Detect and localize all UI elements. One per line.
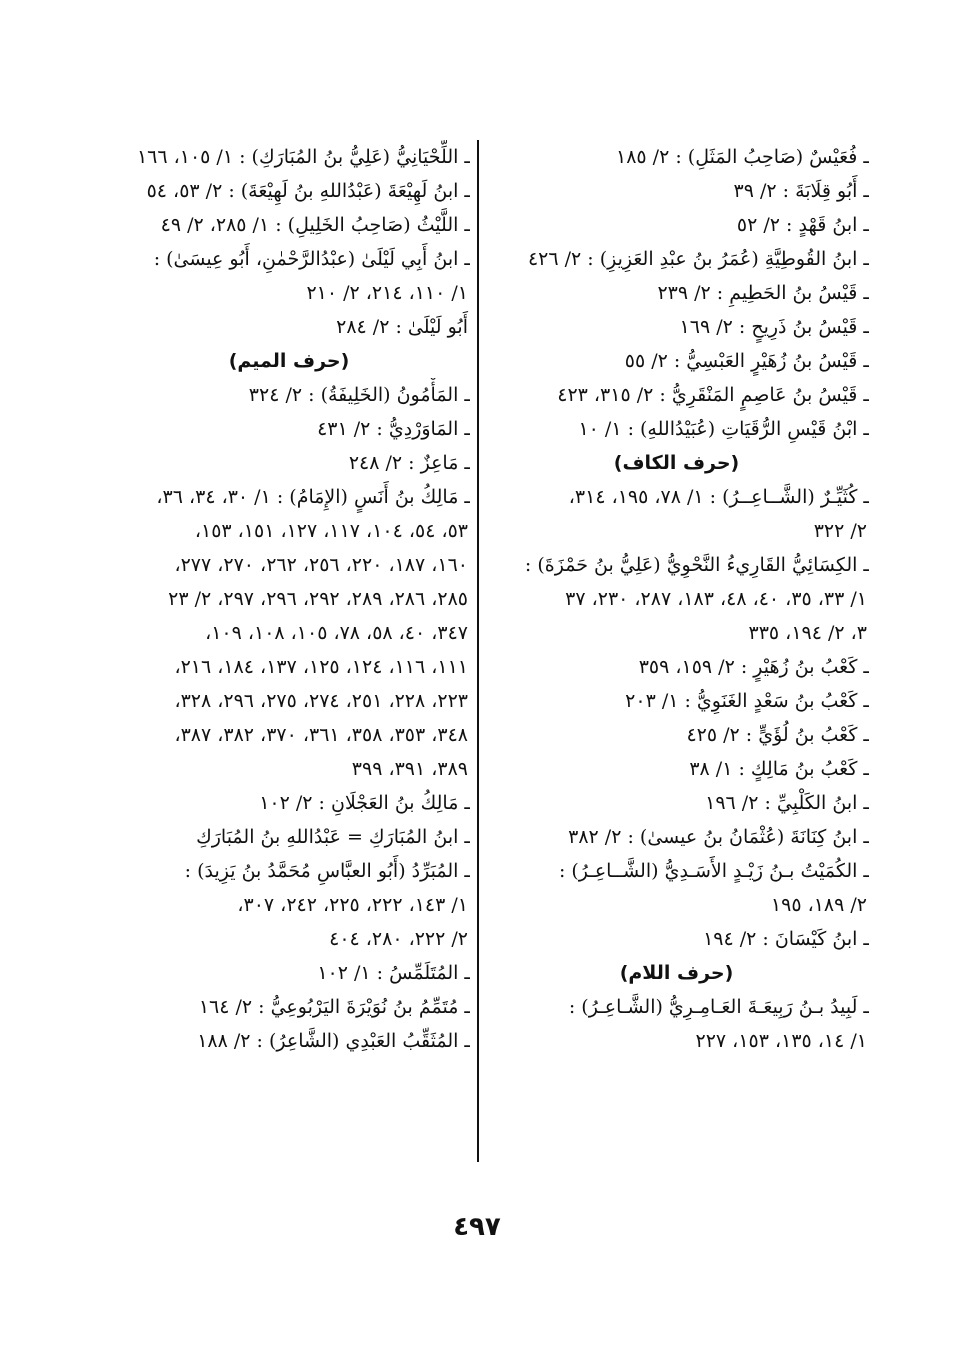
index-entry: ـ ابْنُ قَيْسِ الرُّقَيَاتِ (عُبَيْدُاللهِ) : ١/ ١٠ bbox=[578, 418, 869, 440]
index-entry-continuation: ١/ ١٤٣، ٢٢٢، ٢٢٥، ٢٤٢، ٣٠٧، bbox=[237, 894, 468, 916]
index-entry: ـ ابنُ الكَلْبِيِّ : ٢/ ١٩٦ bbox=[705, 792, 869, 814]
index-entry-continuation: ٥٣، ٥٤، ١٠٤، ١١٧، ١٢٧، ١٥١، ١٥٣، bbox=[194, 520, 468, 542]
section-heading: (حرف الكاف) bbox=[613, 452, 740, 474]
index-entry: ـ أَبُو قِلَابَةَ : ٢/ ٣٩ bbox=[733, 180, 869, 202]
index-entry: ـ كَعْبُ بنُ سَعْدٍ الغَنَوِيُّ : ١/ ٢٠٣ bbox=[625, 690, 869, 712]
index-entry: ـ كُثَيِّـرٌ (الشَّــاعِــرُ) : ١/ ٧٨، ١٩٥، ٣١٤، bbox=[568, 486, 869, 508]
index-entry: ـ اللِّحْيَانِيُّ (عَلِيُّ بنُ المُبَارَكِ) : ١/ ١٠٥، ١٦٦ bbox=[136, 146, 470, 168]
index-entry: ـ قَيْسُ بنُ عَاصِمٍ المَنْقَرِيُّ : ٢/ ٣١٥، ٤٢٣ bbox=[557, 384, 869, 406]
index-entry-continuation: أَبُو لَيْلَىٰ : ٢/ ٢٨٤ bbox=[336, 316, 468, 338]
index-entry-continuation: ٢/ ١٨٩، ١٩٥ bbox=[770, 894, 867, 916]
index-entry: ـ الكُمَيْتُ بـنُ زَيْـدٍ الأَسَـدِيُّ (الشَّــاعِـرُ) : bbox=[558, 860, 869, 882]
index-entry: ـ المَاوَرْدِيُّ : ٢/ ٤٣١ bbox=[317, 418, 470, 440]
index-entry-continuation: ١١١، ١١٦، ١٢٤، ١٢٥، ١٣٧، ١٨٤، ٢١٦، bbox=[174, 656, 468, 678]
index-entry-continuation: ٣٨٩، ٣٩١، ٣٩٩ bbox=[351, 758, 468, 780]
index-entry: ـ قَيْسُ بنُ الحَطِيمِ : ٢/ ٢٣٩ bbox=[657, 282, 869, 304]
index-entry: ـ ابنُ كِنَانَةَ (عُثْمَانُ بنُ عيسىٰ) : ٢/ ٣٨٢ bbox=[568, 826, 869, 848]
index-entry-continuation: ٣٤٨، ٣٥٣، ٣٥٨، ٣٦١، ٣٧٠، ٣٨٢، ٣٨٧، bbox=[174, 724, 468, 746]
index-entry: ـ لَبِيدُ بـنُ رَبِيعَـةَ العَـامِـرِيُّ (الشَّـاعِـرُ) : bbox=[568, 996, 869, 1018]
right-column bbox=[484, 140, 869, 1058]
index-entry: ـ مَالِكُ بنُ العَجْلَانِ : ٢/ ١٠٢ bbox=[259, 792, 470, 814]
index-entry-continuation: ٢/ ٢٢٢، ٢٨٠، ٤٠٤ bbox=[329, 928, 468, 950]
index-entry-continuation: ٢٢٣، ٢٢٨، ٢٥١، ٢٧٤، ٢٧٥، ٢٩٦، ٣٢٨، bbox=[174, 690, 468, 712]
index-entry: ـ ابنُ قَهْدٍ : ٢/ ٥٢ bbox=[736, 214, 869, 236]
index-entry: ـ المُبَرِّدُ (أَبُو العبَّاسِ مُحَمَّدُ بنُ يَزِيدَ) : bbox=[184, 860, 470, 882]
index-entry: ـ ابنُ لَهِيْعَةَ (عَبْدُاللهِ بنُ لَهِيْعَةَ) : ٢/ ٥٣، ٥٤ bbox=[146, 180, 470, 202]
index-entry: ـ قَيْسُ بنُ ذَرِيحٍ : ٢/ ١٦٩ bbox=[679, 316, 869, 338]
index-entry: ـ مَالِكُ بنُ أَنَسٍ (الإِمَامُ) : ١/ ٣٠، ٣٤، ٣٦، bbox=[156, 486, 470, 508]
index-entry-continuation: ١/ ٣٣، ٣٥، ٤٠، ٤٨، ١٨٣، ٢٨٧، ٢٣٠، ٣٧ bbox=[565, 588, 867, 610]
index-entry-continuation: ٢/ ٣٢٢ bbox=[813, 520, 867, 542]
index-entry: ـ مَاعِزٌ : ٢/ ٢٤٨ bbox=[348, 452, 470, 474]
index-entry: ـ ابنُ أَبِي لَيْلَىٰ (عبْدُالرَّحْمٰنِ، أَبُو عِيسَىٰ) : bbox=[153, 248, 470, 270]
index-entry: ـ ابنُ كَيْسَانَ : ٢/ ١٩٤ bbox=[703, 928, 869, 950]
index-entry: ـ ابنُ القُوطِيَّةِ (عُمَرُ بنُ عبْدِ العَزِيزِ) : ٢/ ٤٢٦ bbox=[527, 248, 869, 270]
index-entry: ـ المَأْمُونُ (الخَلِيفَةُ) : ٢/ ٣٢٤ bbox=[248, 384, 470, 406]
index-entry-continuation: ٢٨٥، ٢٨٦، ٢٨٩، ٢٩٢، ٢٩٦، ٢٩٧، ٢/ ٢٣ bbox=[168, 588, 468, 610]
index-entry-continuation: ٣، ٢/ ١٩٤، ٣٣٥ bbox=[748, 622, 867, 644]
index-entry: ـ كَعْبُ بنُ لُؤَيٍّ : ٢/ ٤٢٥ bbox=[686, 724, 869, 746]
index-entry: ـ كَعْبُ بنُ زُهَيْرٍ : ٢/ ١٥٩، ٣٥٩ bbox=[638, 656, 869, 678]
index-entry: ـ المُتَلَمِّسُ : ١/ ١٠٢ bbox=[317, 962, 470, 984]
index-entry-continuation: ١٦٠، ١٨٧، ٢٢٠، ٢٥٦، ٢٦٢، ٢٧٠، ٢٧٧، bbox=[174, 554, 468, 576]
section-heading: (حرف الميم) bbox=[228, 350, 350, 372]
left-column bbox=[108, 140, 470, 1058]
index-entry-continuation: ١/ ١١٠، ٢١٤، ٢/ ٢١٠ bbox=[306, 282, 468, 304]
index-entry: ـ الكِسَائِيُّ القَارِيءُ النَّحْوِيُّ (عَلِيُّ بنُ حَمْزَةَ) : bbox=[524, 554, 869, 576]
section-heading: (حرف اللام) bbox=[619, 962, 734, 984]
index-entry: ـ مُتَمِّمُ بنُ نُوَيْرَةَ اليَرْبُوعِيُّ : ٢/ ١٦٤ bbox=[198, 996, 470, 1018]
index-entry: ـ ابنُ المُبَارَكِ = عَبْدُاللهِ بنُ المُبَارَكِ bbox=[196, 826, 470, 848]
index-entry: ـ المُثَقِّبُ العَبْدِي (الشَّاعِرُ) : ٢/ ١٨٨ bbox=[197, 1030, 470, 1052]
index-entry-continuation: ٣٤٧، ٤٠، ٥٨، ٧٨، ١٠٥، ١٠٨، ١٠٩، bbox=[205, 622, 468, 644]
index-entry: ـ قَيْسُ بنُ زُهَيْرٍ العَبْسِيُّ : ٢/ ٥٥ bbox=[624, 350, 869, 372]
index-entry: ـ اللَّيْثُ (صَاحِبُ الخَلِيلِ) : ١/ ٢٨٥، ٢/ ٤٩ bbox=[160, 214, 470, 236]
index-entry: ـ فُعَيْسٌ (صَاحِبُ المَثَلِ) : ٢/ ١٨٥ bbox=[616, 146, 869, 168]
column-divider bbox=[477, 140, 479, 1162]
page-number: ٤٩٧ bbox=[453, 1212, 501, 1242]
index-entry-continuation: ١/ ١٤، ١٣٥، ١٥٣، ٢٢٧ bbox=[695, 1030, 867, 1052]
index-entry: ـ كَعْبُ بنُ مَالِكٍ : ١/ ٣٨ bbox=[689, 758, 869, 780]
